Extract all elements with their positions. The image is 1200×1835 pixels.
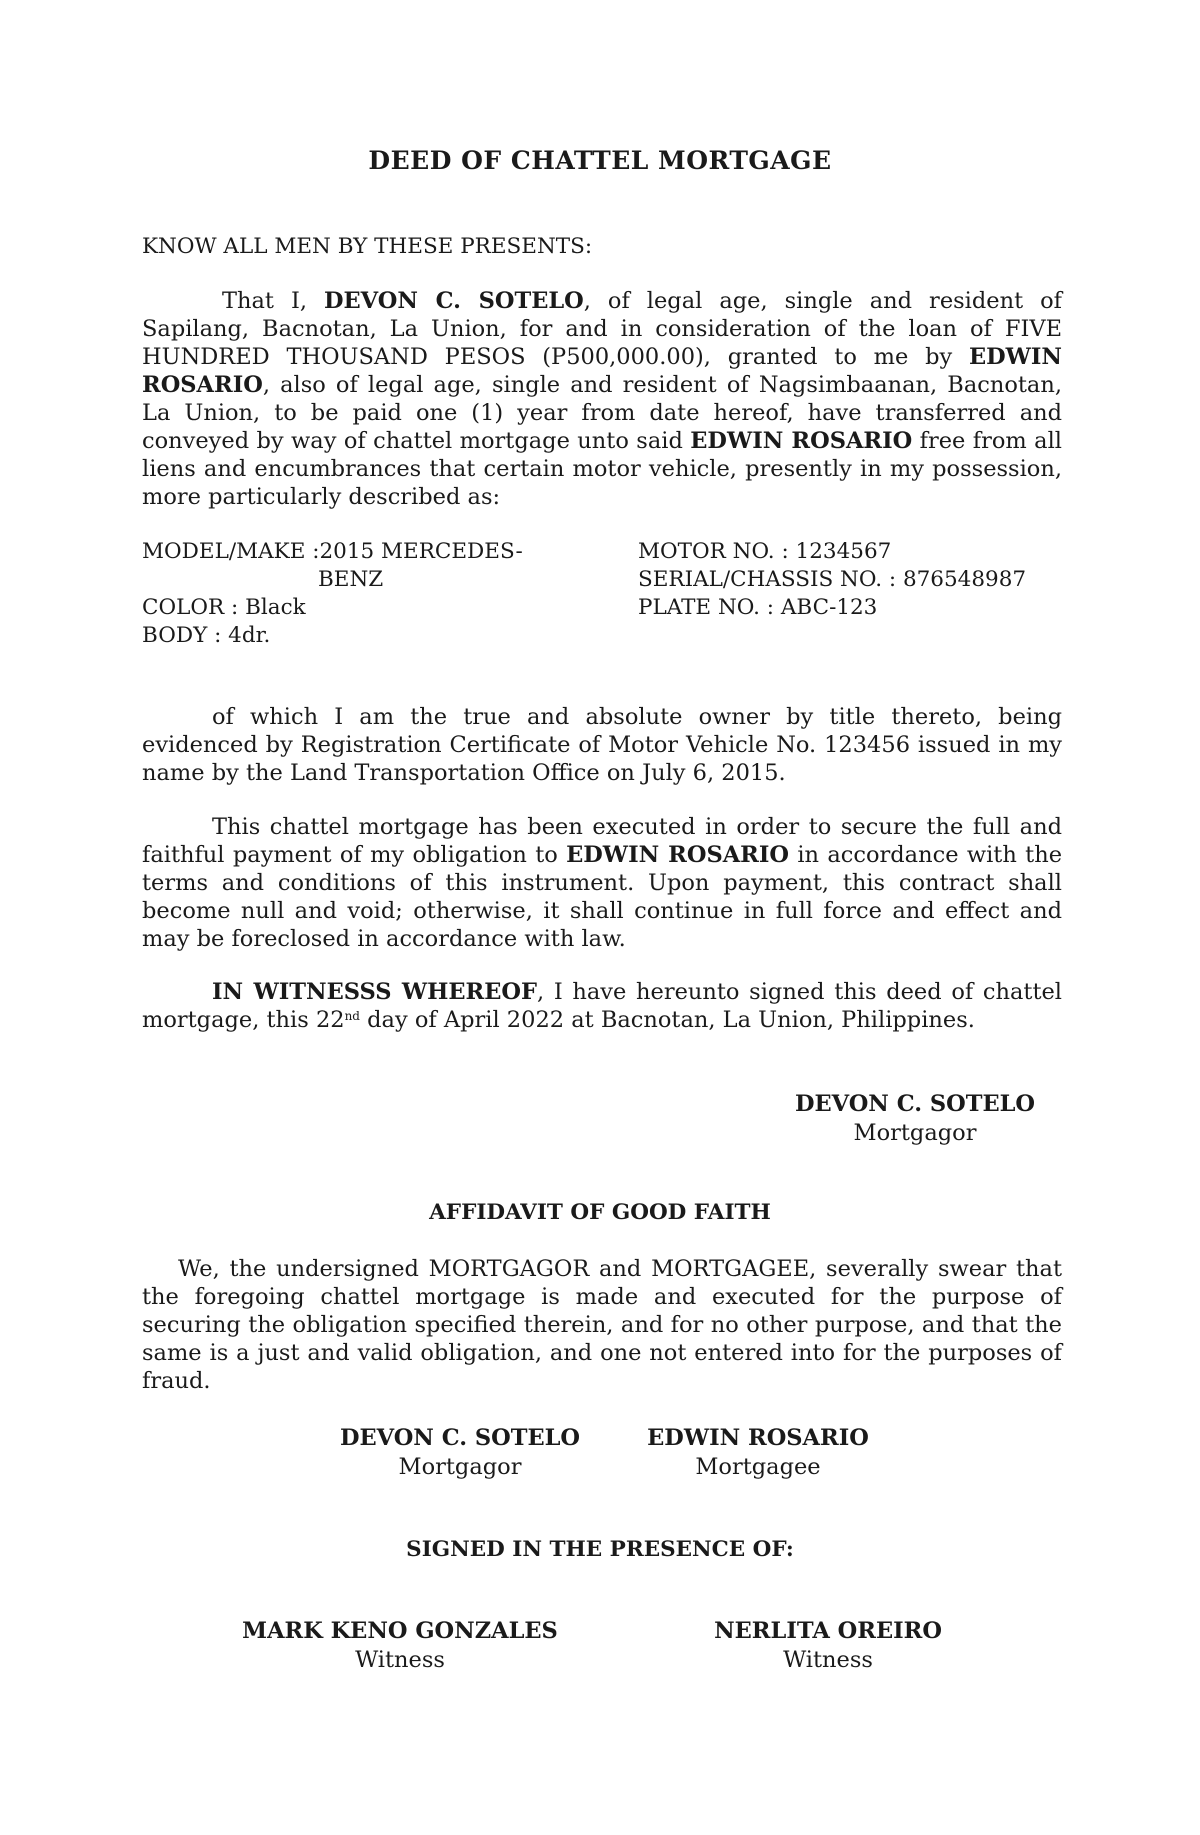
presence-title: SIGNED IN THE PRESENCE OF: <box>406 1537 794 1562</box>
witness-name: NERLITA OREIRO <box>714 1618 942 1644</box>
paragraph-consideration <box>142 287 1062 511</box>
signatory-role: Mortgagor <box>398 1454 522 1480</box>
paragraph-purpose <box>142 813 1062 953</box>
signature-block-witness <box>240 1617 560 1675</box>
signatory-role: Mortgagor <box>853 1120 977 1146</box>
affidavit-title: AFFIDAVIT OF GOOD FAITH <box>429 1200 771 1225</box>
text: day of April 2022 at Bacnotan, La Union, Philippines. <box>360 1007 975 1033</box>
vehicle-details-left <box>142 538 542 650</box>
mortgagee-name: EDWIN ROSARIO <box>690 428 913 454</box>
signatory-name: DEVON C. SOTELO <box>339 1425 581 1451</box>
text: , also of legal age, single and resident of Nagsimbaanan, Bacnotan, La Union, to be paid one (1) year from date hereof, have transferred and conveyed by way of chattel mortgage unto said <box>142 372 1062 454</box>
vehicle-color: COLOR : Black <box>142 595 306 620</box>
mortgagee-name: EDWIN ROSARIO <box>142 344 1062 398</box>
vehicle-details-right <box>638 538 1058 622</box>
signature-block-witness <box>678 1617 978 1675</box>
serial-chassis-number: SERIAL/CHASSIS NO. : 876548987 <box>638 567 1027 592</box>
paragraph-witness-whereof <box>142 978 1062 1034</box>
witness-name: MARK KENO GONZALES <box>242 1618 558 1644</box>
signatory-name: DEVON C. SOTELO <box>794 1091 1036 1117</box>
text: We, the undersigned MORTGAGOR and MORTGAGEE, severally swear that the foregoing chattel mortgage is made and executed for the purpose of securing the obligation specified therein, and for no other purpose, and that the same is a just and valid obligation, and one not entered into for the purposes of fraud. <box>142 1256 1062 1394</box>
signature-block-mortgagor <box>320 1424 600 1482</box>
witness-whereof-lead: IN WITNESSS WHEREOF <box>212 979 537 1005</box>
preamble: KNOW ALL MEN BY THESE PRESENTS: <box>142 234 593 259</box>
paragraph-affidavit <box>142 1255 1062 1395</box>
text: That I, <box>222 288 324 314</box>
paragraph-ownership <box>142 703 1062 787</box>
text: This chattel mortgage has been executed in order to secure the full and faithful payment of my obligation to <box>142 814 1062 868</box>
witness-role: Witness <box>783 1647 873 1673</box>
text: of which I am the true and absolute owner by title thereto, being evidenced by Registration Certificate of Motor Vehicle No. 123456 issued in my name by the Land Transportation Office on July 6, 2015. <box>142 704 1062 786</box>
plate-number: PLATE NO. : ABC-123 <box>638 595 878 620</box>
signatory-name: EDWIN ROSARIO <box>647 1425 869 1451</box>
model-make: MODEL/MAKE :2015 MERCEDES- <box>142 539 523 564</box>
motor-number: MOTOR NO. : 1234567 <box>638 539 892 564</box>
model-make-continued: BENZ <box>318 567 384 592</box>
signatory-role: Mortgagee <box>695 1454 821 1480</box>
text: free from all liens and encumbrances that certain motor vehicle, presently in my possession, more particularly described as: <box>142 428 1062 510</box>
witness-role: Witness <box>355 1647 445 1673</box>
signature-block-mortgagor <box>775 1090 1055 1148</box>
text: in accordance with the terms and conditions of this instrument. Upon payment, this contract shall become null and void; otherwise, it shall continue in full force and effect and may be foreclosed in accordance with law. <box>142 842 1063 952</box>
text: , I have hereunto signed this deed of chattel mortgage, this 22 <box>142 979 1062 1033</box>
signature-block-mortgagee <box>618 1424 898 1482</box>
mortgagee-name: EDWIN ROSARIO <box>566 842 790 868</box>
document-title: DEED OF CHATTEL MORTGAGE <box>368 146 832 175</box>
mortgagor-name: DEVON C. SOTELO <box>324 288 584 314</box>
vehicle-body: BODY : 4dr. <box>142 623 271 648</box>
text: , of legal age, single and resident of Sapilang, Bacnotan, La Union, for and in consideration of the loan of FIVE HUNDRED THOUSAND PESOS (P500,000.00), granted to me by <box>142 288 1062 370</box>
ordinal-suffix: nd <box>344 1009 360 1023</box>
